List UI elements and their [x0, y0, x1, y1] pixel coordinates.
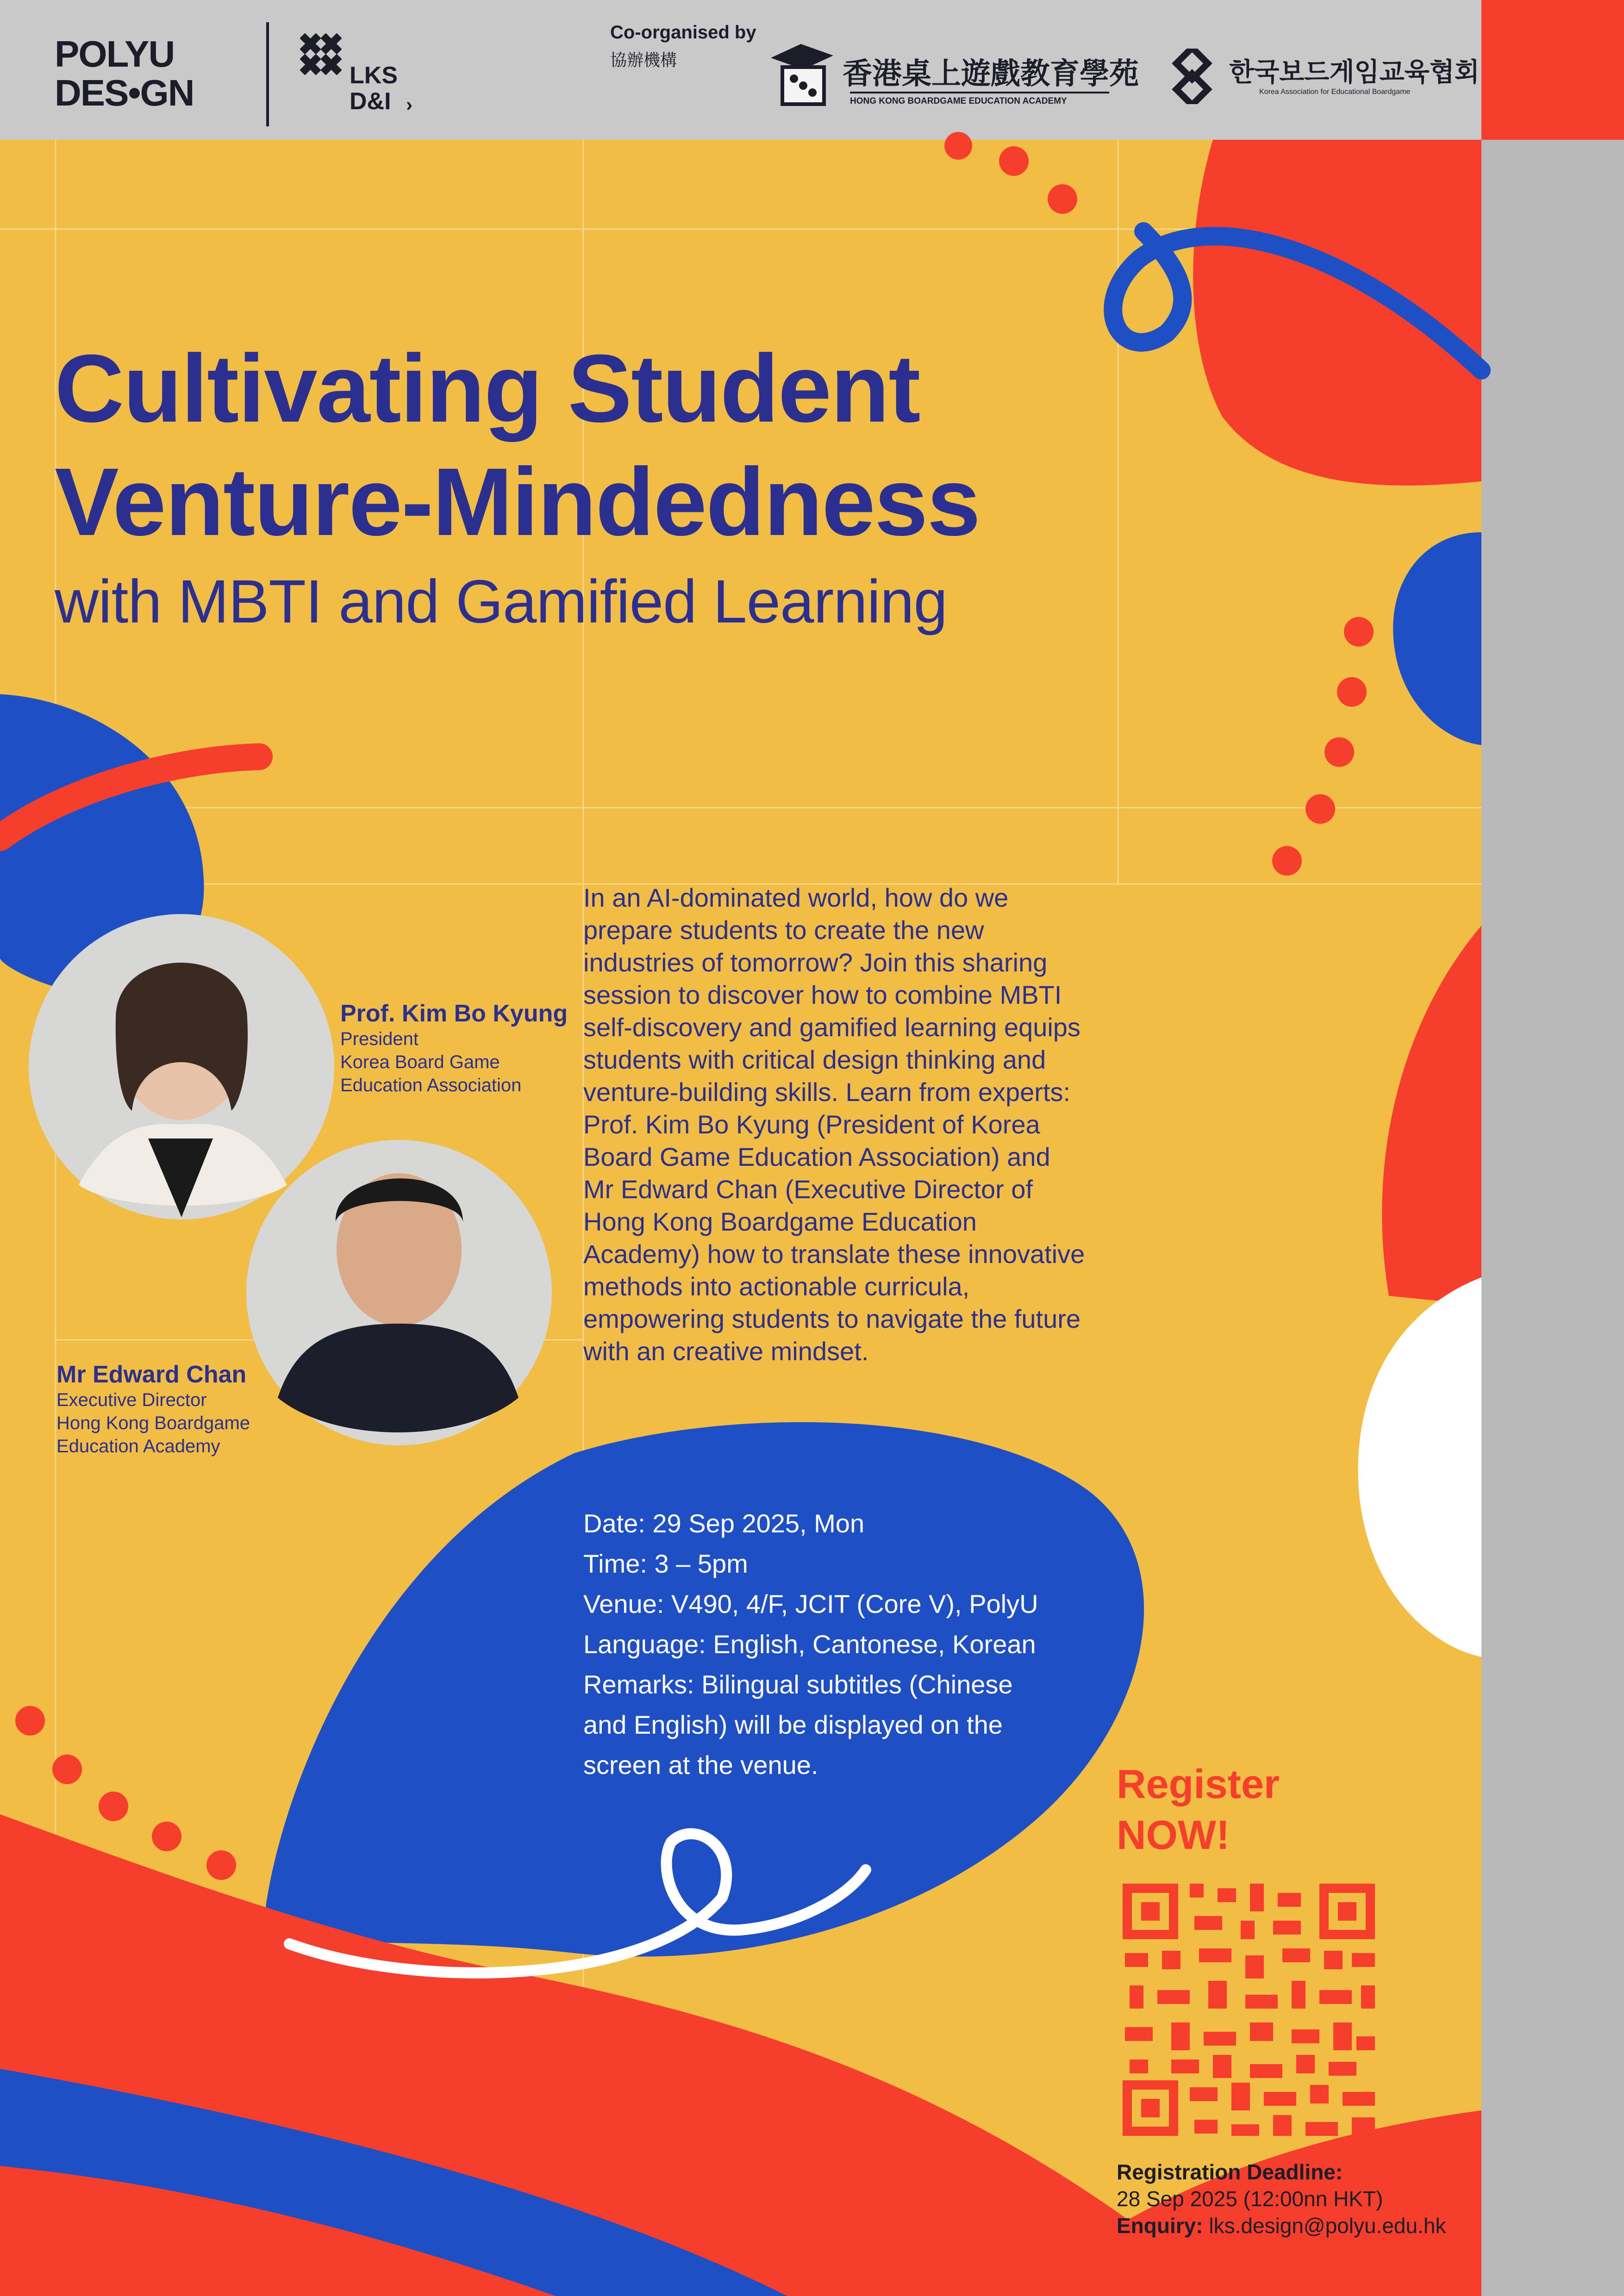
speaker-kim-name: Prof. Kim Bo Kyung	[340, 1000, 568, 1027]
description-line: Prof. Kim Bo Kyung (President of Korea	[583, 1110, 1040, 1139]
title-line-1: Cultivating Student	[55, 335, 920, 442]
deadline-label: Registration Deadline:	[1117, 2160, 1343, 2184]
description-line: Mr Edward Chan (Executive Director of	[583, 1175, 1033, 1204]
description-line: with an creative mindset.	[583, 1337, 869, 1366]
event-venue: Venue: V490, 4/F, JCIT (Core V), PolyU	[583, 1589, 1038, 1618]
event-remarks-line: and English) will be displayed on the	[583, 1710, 1003, 1739]
chevron-right-icon: ›	[406, 93, 412, 115]
coorganised-label-zh: 協辦機構	[610, 50, 677, 69]
description-line: industries of tomorrow? Join this sharing	[583, 948, 1048, 977]
description-line: students with critical design thinking and	[583, 1045, 1046, 1074]
register-line-1: Register	[1117, 1761, 1280, 1807]
korea-association-name-en: Korea Association for Educational Boardgame	[1259, 88, 1411, 96]
coorganised-label: Co-organised by	[610, 22, 756, 43]
enquiry-label: Enquiry:	[1117, 2214, 1203, 2238]
speaker-chan-info	[56, 1361, 316, 1458]
korea-association-logo-icon	[1164, 49, 1220, 104]
register-now-heading	[1117, 1759, 1280, 1860]
korea-association-name-ko: 한국보드게임교육협회	[1229, 57, 1480, 87]
speaker-chan-role-line: Hong Kong Boardgame	[56, 1413, 250, 1433]
event-time: Time: 3 – 5pm	[583, 1549, 748, 1578]
speaker-chan-role-line: Education Academy	[56, 1436, 220, 1456]
description-line: Academy) how to translate these innovative	[583, 1239, 1085, 1269]
logo-divider	[266, 22, 269, 126]
description-line: In an AI-dominated world, how do we	[583, 883, 1009, 912]
lks-mark-icon	[300, 33, 342, 75]
red-dots-right	[1272, 617, 1374, 876]
description-line: empowering students to navigate the future	[583, 1304, 1081, 1333]
event-language: Language: English, Cantonese, Korean	[583, 1630, 1036, 1659]
speaker-kim-role-line: President	[340, 1029, 418, 1049]
white-shape-right	[1358, 1277, 1481, 1657]
registration-info	[1117, 2159, 1446, 2239]
event-description	[583, 882, 1157, 1368]
speaker-kim-info	[340, 1000, 581, 1097]
enquiry-email-link[interactable]: lks.design@polyu.edu.hk	[1209, 2214, 1446, 2238]
speaker-photo-kim	[29, 914, 334, 1220]
description-line: Board Game Education Association) and	[583, 1142, 1050, 1171]
red-blob-top-right	[1193, 140, 1481, 485]
title-subtitle: with MBTI and Gamified Learning	[55, 567, 947, 635]
register-line-2: NOW!	[1117, 1812, 1230, 1858]
blue-blob-right	[1393, 532, 1481, 745]
event-remarks-line: Remarks: Bilingual subtitles (Chinese	[583, 1670, 1013, 1699]
speaker-kim-role-line: Education Association	[340, 1075, 522, 1095]
description-line: prepare students to create the new	[583, 915, 984, 945]
registration-qr-code	[1123, 1884, 1375, 2136]
red-dots-top	[944, 132, 1077, 214]
title-line-2: Venture-Mindedness	[55, 448, 980, 556]
event-remarks-line: screen at the venue.	[583, 1750, 818, 1780]
event-details	[583, 1503, 1130, 1785]
red-shape-right	[1382, 926, 1481, 1305]
polyu-design-logo-text: POLYU DES•GN	[55, 33, 194, 113]
hk-academy-name-en: HONG KONG BOARDGAME EDUCATION ACADEMY	[850, 92, 1109, 106]
description-line: self-discovery and gamified learning equips	[583, 1013, 1081, 1042]
description-line: venture-building skills. Learn from experts:	[583, 1077, 1071, 1107]
polyu-design-logo	[55, 35, 249, 116]
event-date: Date: 29 Sep 2025, Mon	[583, 1509, 865, 1538]
description-line: methods into actionable curricula,	[583, 1272, 970, 1301]
speaker-chan-name: Mr Edward Chan	[56, 1361, 247, 1388]
boardgame-dice-icon	[764, 39, 838, 109]
lks-di-logo-text: LKS D&I	[350, 62, 398, 115]
hk-academy-name-zh: 香港桌上遊戲教育學苑	[843, 57, 1139, 90]
deadline-value: 28 Sep 2025 (12:00nn HKT)	[1117, 2187, 1383, 2211]
description-line: Hong Kong Boardgame Education	[583, 1207, 977, 1236]
description-line: session to discover how to combine MBTI	[583, 980, 1062, 1009]
speaker-kim-role-line: Korea Board Game	[340, 1052, 500, 1072]
speaker-chan-role-line: Executive Director	[56, 1390, 207, 1410]
